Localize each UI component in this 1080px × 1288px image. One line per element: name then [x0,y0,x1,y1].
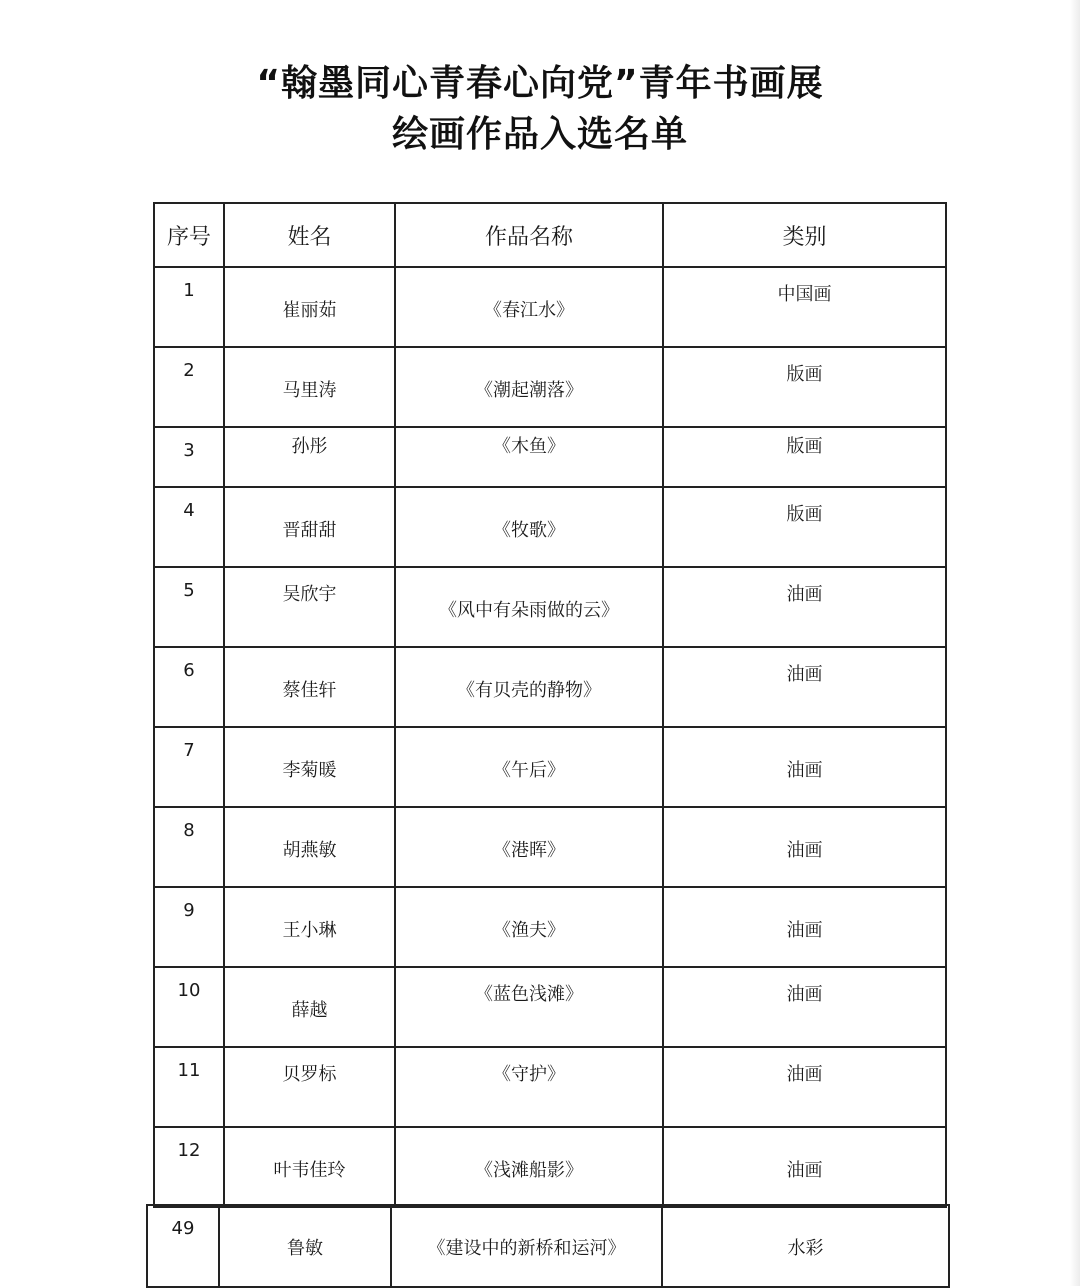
row-name: 蔡佳轩 [282,680,337,701]
row-category: 油画 [786,584,823,605]
selection-table-continued [146,1204,950,1288]
row-index: 2 [183,360,195,381]
row-category: 版画 [786,436,823,457]
table-row [154,347,946,427]
row-name: 李菊暖 [282,760,337,781]
row-work: 《渔夫》 [493,920,565,941]
row-category: 水彩 [787,1238,824,1259]
row-work: 《守护》 [493,1064,565,1085]
header-work: 作品名称 [395,203,663,267]
row-work: 《木鱼》 [493,436,565,457]
row-name: 孙彤 [291,436,328,457]
row-category: 中国画 [777,284,832,305]
row-index: 11 [177,1060,201,1081]
row-name: 崔丽茹 [282,300,337,321]
table-row [154,727,946,807]
table-row [154,567,946,647]
table-row [147,1205,949,1287]
row-category: 油画 [786,920,823,941]
row-index: 6 [183,660,195,681]
row-work: 《牧歌》 [493,520,565,541]
row-work: 《午后》 [493,760,565,781]
row-index: 7 [183,740,195,761]
row-work: 《风中有朵雨做的云》 [439,600,619,621]
page-title: “翰墨同心青春心向党”青年书画展 [256,63,824,104]
row-category: 版画 [786,504,823,525]
row-work: 《浅滩船影》 [475,1160,583,1181]
row-index: 4 [183,500,195,521]
page-subtitle: 绘画作品入选名单 [391,114,688,155]
row-index: 8 [183,820,195,841]
row-index: 12 [177,1140,201,1161]
table-row [154,887,946,967]
table-row [154,427,946,487]
row-name: 贝罗标 [282,1064,337,1085]
row-index: 1 [183,280,195,301]
row-name: 王小琳 [282,920,337,941]
header-index: 序号 [154,203,224,267]
table-row [154,647,946,727]
header-name: 姓名 [224,203,395,267]
row-category: 油画 [786,840,823,861]
row-work: 《春江水》 [484,300,574,321]
row-category: 油画 [786,664,823,685]
table-row [154,1127,946,1207]
row-category: 版画 [786,364,823,385]
row-name: 晋甜甜 [282,520,337,541]
row-index: 49 [171,1218,195,1239]
row-work: 《蓝色浅滩》 [475,984,583,1005]
row-name: 叶韦佳玲 [273,1160,346,1181]
row-category: 油画 [786,1064,823,1085]
row-category: 油画 [786,1160,823,1181]
row-name: 吴欣宇 [282,584,337,605]
table-row [154,1047,946,1127]
page-edge-shadow [1070,0,1080,1286]
row-index: 10 [177,980,201,1001]
row-work: 《港晖》 [493,840,565,861]
row-name: 鲁敏 [287,1238,323,1259]
header-category: 类别 [663,203,946,267]
row-index: 5 [183,580,195,601]
row-name: 马里涛 [282,380,337,401]
row-name: 薛越 [291,1000,328,1021]
row-work: 《潮起潮落》 [475,380,583,401]
selection-table [153,202,947,1208]
row-work: 《建设中的新桥和运河》 [427,1238,626,1259]
row-index: 9 [183,900,195,921]
table-row [154,807,946,887]
table-row [154,487,946,567]
row-category: 油画 [786,760,823,781]
table-header-row [154,203,946,267]
row-index: 3 [183,440,195,461]
table-row [154,967,946,1047]
table-row [154,267,946,347]
row-category: 油画 [786,984,823,1005]
row-name: 胡燕敏 [282,840,337,861]
row-work: 《有贝壳的静物》 [457,680,601,701]
